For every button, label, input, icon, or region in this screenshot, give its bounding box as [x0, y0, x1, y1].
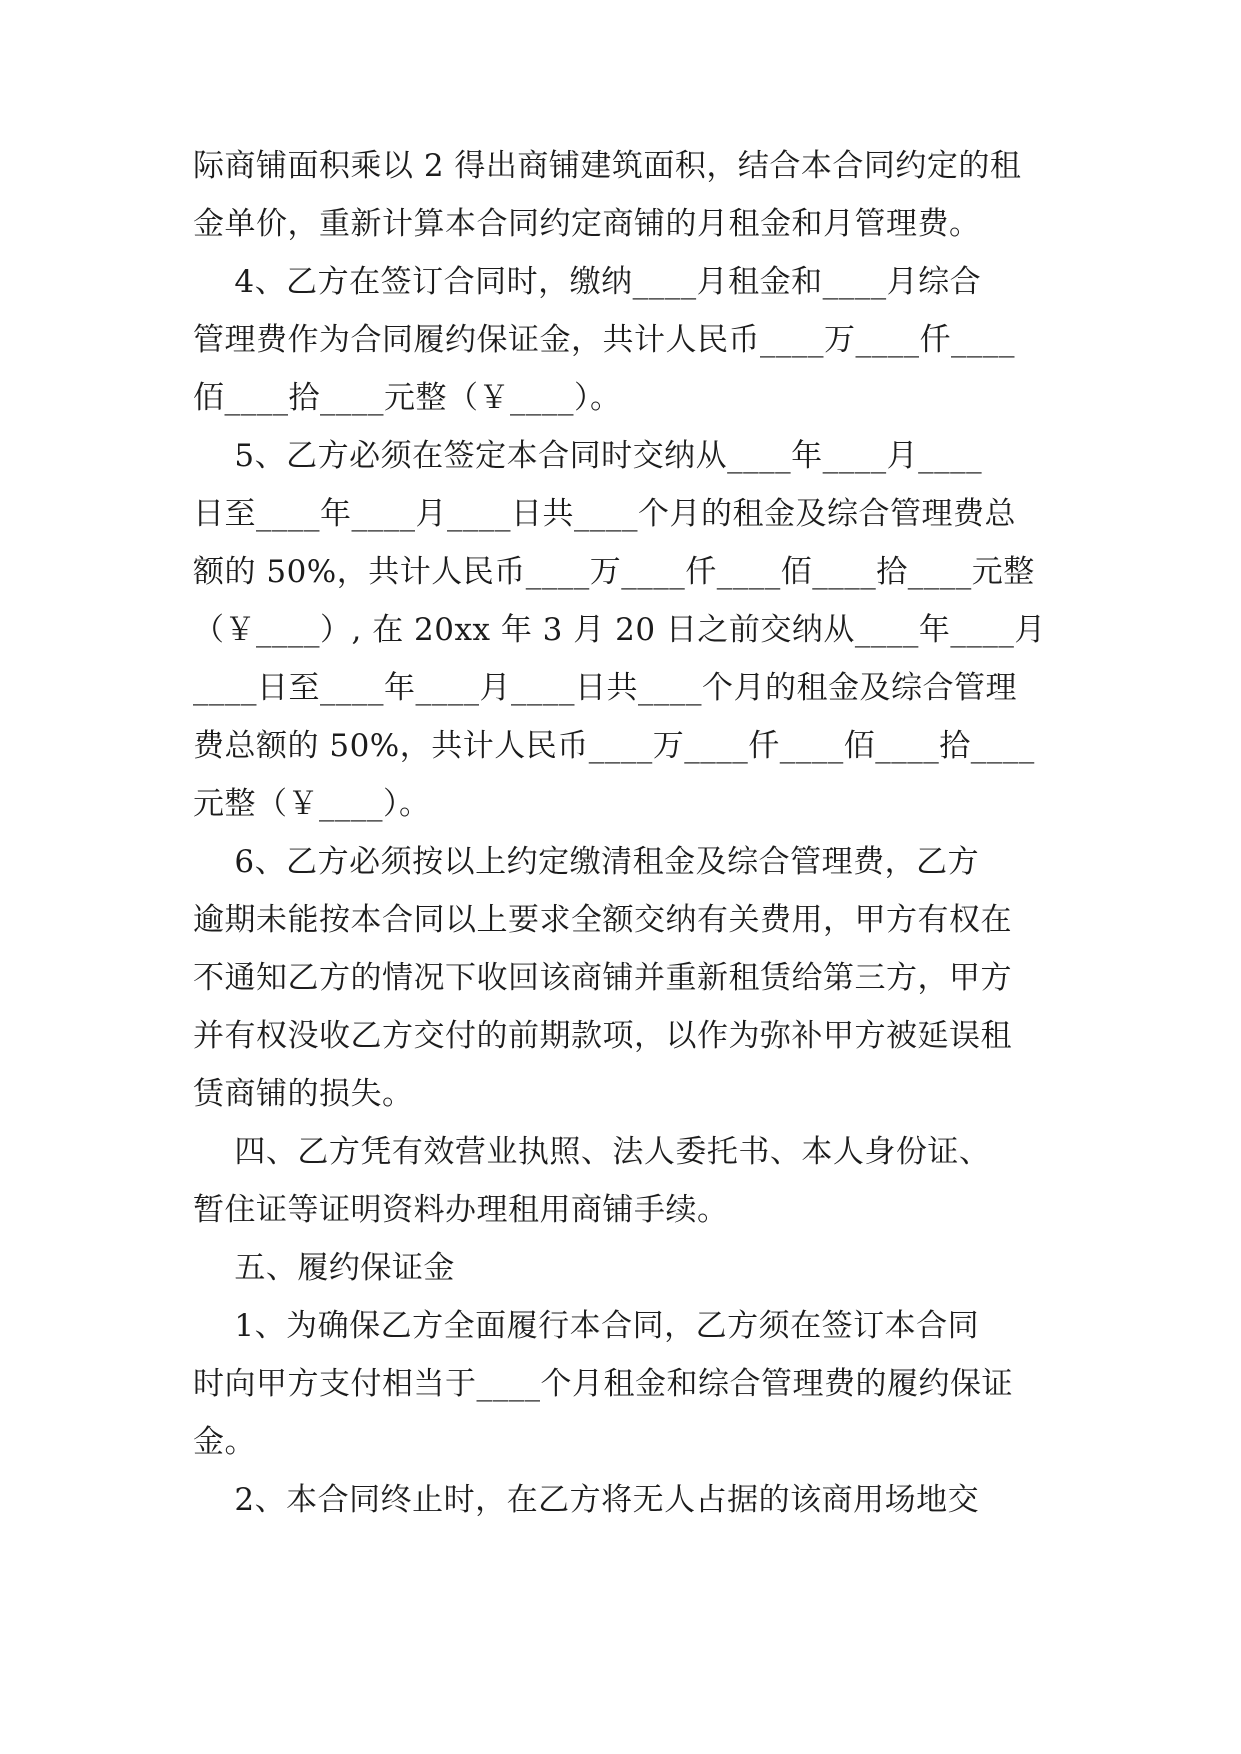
- text-line-24: 2、本合同终止时，在乙方将无人占据的该商用场地交: [193, 1482, 980, 1518]
- text-line-5: 佰____拾____元整（￥____）。: [193, 380, 622, 416]
- text-line-1: 际商铺面积乘以 2 得出商铺建筑面积，结合本合同约定的租: [193, 148, 1022, 184]
- text-line-23: 金。: [193, 1424, 256, 1460]
- text-line-20: 五、履约保证金: [193, 1250, 455, 1286]
- text-line-10: ____日至____年____月____日共____个月的租金及综合管理: [193, 670, 1017, 706]
- text-line-3: 4、乙方在签订合同时，缴纳____月租金和____月综合: [193, 264, 982, 300]
- text-line-14: 逾期未能按本合同以上要求全额交纳有关费用，甲方有权在: [193, 902, 1012, 938]
- text-line-4: 管理费作为合同履约保证金，共计人民币____万____仟____: [193, 322, 1015, 358]
- text-line-17: 赁商铺的损失。: [193, 1076, 414, 1112]
- text-line-6: 5、乙方必须在签定本合同时交纳从____年____月____: [193, 438, 983, 474]
- text-line-8: 额的 50%，共计人民币____万____仟____佰____拾____元整: [193, 554, 1035, 590]
- text-line-19: 暂住证等证明资料办理租用商铺手续。: [193, 1192, 729, 1228]
- text-line-15: 不通知乙方的情况下收回该商铺并重新租赁给第三方，甲方: [193, 960, 1012, 996]
- text-line-12: 元整（￥____）。: [193, 786, 431, 822]
- text-line-16: 并有权没收乙方交付的前期款项，以作为弥补甲方被延误租: [193, 1018, 1012, 1054]
- text-line-2: 金单价，重新计算本合同约定商铺的月租金和月管理费。: [193, 206, 981, 242]
- text-line-18: 四、乙方凭有效营业执照、法人委托书、本人身份证、: [193, 1134, 991, 1170]
- text-line-9: （￥____）, 在 20xx 年 3 月 20 日之前交纳从____年____月: [193, 612, 1046, 648]
- text-line-22: 时向甲方支付相当于____个月租金和综合管理费的履约保证: [193, 1366, 1013, 1402]
- text-line-11: 费总额的 50%，共计人民币____万____仟____佰____拾____: [193, 728, 1035, 764]
- text-line-13: 6、乙方必须按以上约定缴清租金及综合管理费，乙方: [193, 844, 980, 880]
- text-line-7: 日至____年____月____日共____个月的租金及综合管理费总: [193, 496, 1016, 532]
- text-line-21: 1、为确保乙方全面履行本合同，乙方须在签订本合同: [193, 1308, 980, 1344]
